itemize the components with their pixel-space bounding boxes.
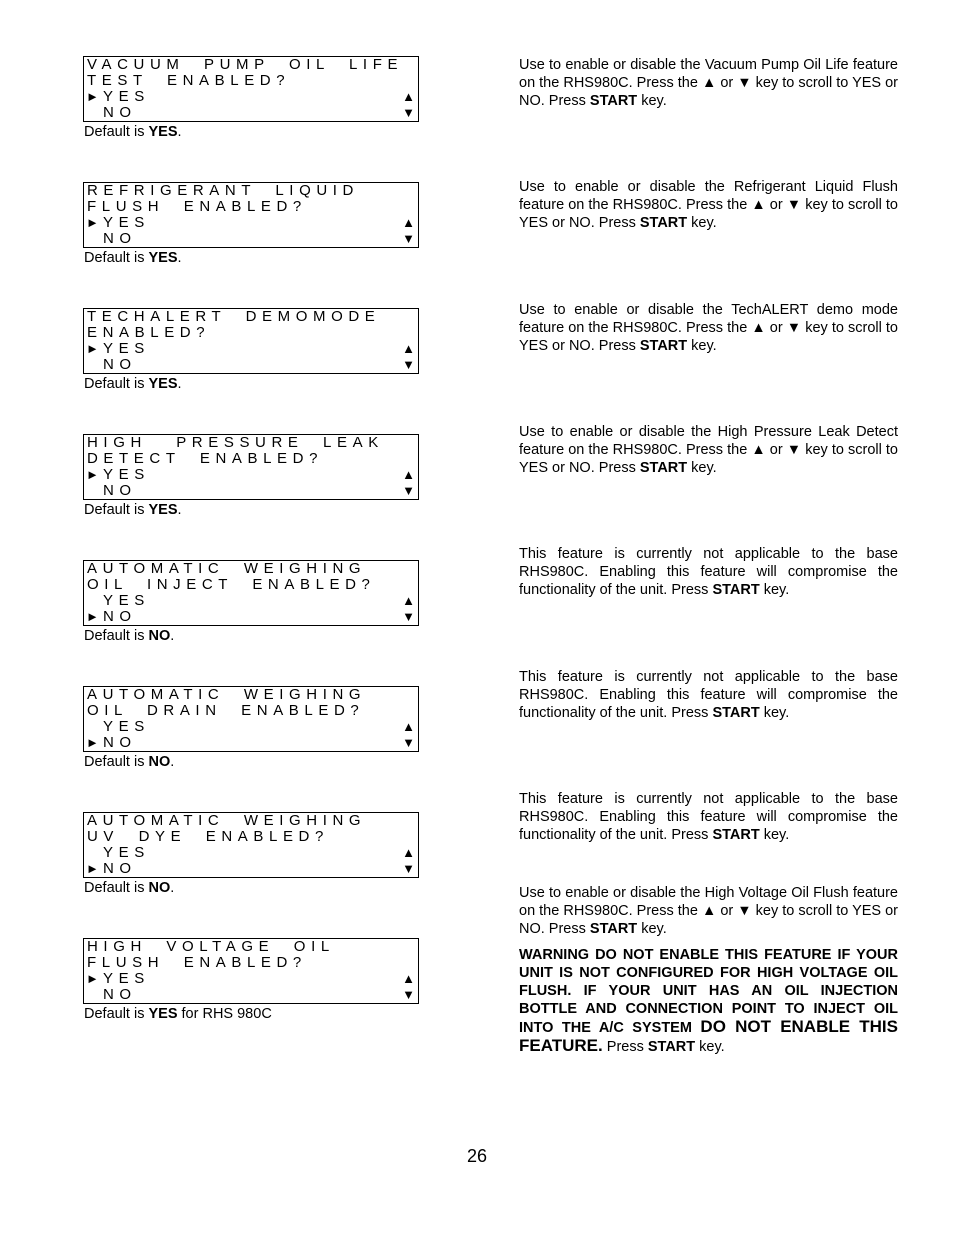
setting-description xyxy=(519,178,898,232)
default-value: NO xyxy=(148,628,171,644)
selection-pointer-icon: ► xyxy=(86,467,99,482)
option-yes: YES xyxy=(103,340,150,357)
lcd-screen xyxy=(83,686,419,752)
lcd-line-2: TEST ENABLED? xyxy=(87,72,291,89)
down-arrow-icon: ▼ xyxy=(402,861,415,876)
default-note xyxy=(84,501,182,519)
default-suffix: . xyxy=(170,880,175,896)
setting-description xyxy=(519,423,898,477)
desc-text: Use to enable or disable the High Pressure Leak Detect feature on the RHS980C. Press the ▲ or ▼ key to scroll to YES or NO. Press xyxy=(519,424,898,476)
lcd-line-1: HIGH PRESSURE LEAK xyxy=(87,434,384,451)
default-value: NO xyxy=(148,880,171,896)
setting-description xyxy=(519,545,898,599)
down-arrow-icon: ▼ xyxy=(402,357,415,372)
lcd-line-2: DETECT ENABLED? xyxy=(87,450,324,467)
up-arrow-icon: ▲ xyxy=(402,593,415,608)
down-arrow-icon: ▼ xyxy=(402,105,415,120)
option-no: NO xyxy=(103,986,137,1003)
warning-emphasis: DO NOT ENABLE THIS FEATURE. xyxy=(519,1017,898,1055)
selection-pointer-icon: ► xyxy=(86,735,99,750)
up-arrow-icon: ▲ xyxy=(402,89,415,104)
desc-text: This feature is currently not applicable to the base RHS980C. Enabling this feature will compromise the functionality of the unit. Press xyxy=(519,546,898,598)
up-arrow-icon: ▲ xyxy=(402,341,415,356)
default-suffix: . xyxy=(170,628,175,644)
warning-key: START xyxy=(647,1039,696,1055)
lcd-line-1: AUTOMATIC WEIGHING xyxy=(87,686,367,703)
lcd-line-2: UV DYE ENABLED? xyxy=(87,828,329,845)
default-suffix: . xyxy=(177,376,182,392)
desc-tail: key. xyxy=(759,827,790,843)
up-arrow-icon: ▲ xyxy=(402,467,415,482)
option-no: NO xyxy=(103,608,137,625)
option-no: NO xyxy=(103,104,137,121)
lcd-line-2: OIL INJECT ENABLED? xyxy=(87,576,376,593)
desc-text: Use to enable or disable the Refrigerant Liquid Flush feature on the RHS980C. Press the ▲ or ▼ key to scroll to YES or NO. Press xyxy=(519,179,898,231)
desc-tail: key. xyxy=(687,460,717,476)
option-no: NO xyxy=(103,356,137,373)
selection-pointer-icon: ► xyxy=(86,609,99,624)
warning-tail-end: key. xyxy=(695,1039,725,1055)
default-note xyxy=(84,1005,272,1023)
desc-text: This feature is currently not applicable to the base RHS980C. Enabling this feature will compromise the functionality of the unit. Press xyxy=(519,669,898,721)
setting-description xyxy=(519,301,898,355)
up-arrow-icon: ▲ xyxy=(402,215,415,230)
lcd-screen xyxy=(83,56,419,122)
lcd-line-1: TECHALERT DEMOMODE xyxy=(87,308,381,325)
down-arrow-icon: ▼ xyxy=(402,483,415,498)
default-prefix: Default is xyxy=(84,124,149,140)
default-prefix: Default is xyxy=(84,502,149,518)
default-value: YES xyxy=(148,502,178,518)
lcd-screen xyxy=(83,434,419,500)
desc-key: START xyxy=(639,215,688,231)
desc-key: START xyxy=(639,460,688,476)
lcd-screen xyxy=(83,308,419,374)
default-prefix: Default is xyxy=(84,754,149,770)
warning-text: WARNING DO NOT ENABLE THIS FEATURE IF YOUR UNIT IS NOT CONFIGURED FOR HIGH VOLTAGE OIL FLUSH. IF YOUR UNIT HAS AN OIL INJECTION BOTTLE AND CONNECTION POINT TO INJECT OIL INTO THE A/C SYSTEM xyxy=(519,947,898,1036)
desc-key: START xyxy=(712,582,760,598)
default-suffix: . xyxy=(177,502,182,518)
lcd-screen xyxy=(83,812,419,878)
down-arrow-icon: ▼ xyxy=(402,231,415,246)
lcd-line-1: HIGH VOLTAGE OIL xyxy=(87,938,335,955)
lcd-line-2: FLUSH ENABLED? xyxy=(87,954,307,971)
desc-text: Use to enable or disable the TechALERT demo mode feature on the RHS980C. Press the ▲ or ▼ key to scroll to YES or NO. Press xyxy=(519,302,898,354)
setting-description xyxy=(519,790,898,844)
lcd-line-1: AUTOMATIC WEIGHING xyxy=(87,812,367,829)
default-suffix: . xyxy=(170,754,175,770)
desc-text: Use to enable or disable the Vacuum Pump Oil Life feature on the RHS980C. Press the ▲ or ▼ key to scroll to YES or NO. Press xyxy=(519,57,899,109)
desc-text: Use to enable or disable the High Voltage Oil Flush feature on the RHS980C. Press the ▲ or ▼ key to scroll to YES or NO. Press xyxy=(519,885,899,937)
selection-pointer-icon: ► xyxy=(86,341,99,356)
warning-tail: Press xyxy=(602,1039,648,1055)
default-note xyxy=(84,753,174,771)
desc-key: START xyxy=(712,827,760,843)
default-value: NO xyxy=(148,754,171,770)
lcd-line-2: OIL DRAIN ENABLED? xyxy=(87,702,365,719)
desc-tail: key. xyxy=(759,705,790,721)
lcd-line-2: FLUSH ENABLED? xyxy=(87,198,307,215)
default-value: YES xyxy=(148,250,178,266)
default-suffix: for RHS 980C xyxy=(177,1006,272,1022)
desc-text: This feature is currently not applicable to the base RHS980C. Enabling this feature will compromise the functionality of the unit. Press xyxy=(519,791,898,843)
desc-key: START xyxy=(589,93,638,109)
down-arrow-icon: ▼ xyxy=(402,735,415,750)
desc-tail: key. xyxy=(637,921,667,937)
high-voltage-warning xyxy=(519,946,898,1056)
lcd-screen xyxy=(83,182,419,248)
default-note xyxy=(84,375,182,393)
default-prefix: Default is xyxy=(84,376,149,392)
down-arrow-icon: ▼ xyxy=(402,609,415,624)
option-no: NO xyxy=(103,734,137,751)
setting-description xyxy=(519,56,898,110)
setting-description xyxy=(519,884,898,938)
desc-key: START xyxy=(639,338,688,354)
up-arrow-icon: ▲ xyxy=(402,845,415,860)
option-yes: YES xyxy=(103,592,150,609)
default-value: YES xyxy=(148,1006,178,1022)
setting-description xyxy=(519,668,898,722)
default-prefix: Default is xyxy=(84,1006,149,1022)
selection-pointer-icon: ► xyxy=(86,89,99,104)
down-arrow-icon: ▼ xyxy=(402,987,415,1002)
lcd-line-2: ENABLED? xyxy=(87,324,211,341)
option-no: NO xyxy=(103,230,137,247)
option-no: NO xyxy=(103,860,137,877)
default-value: YES xyxy=(148,376,178,392)
default-prefix: Default is xyxy=(84,628,149,644)
desc-key: START xyxy=(712,705,760,721)
desc-tail: key. xyxy=(637,93,667,109)
default-suffix: . xyxy=(177,124,182,140)
selection-pointer-icon: ► xyxy=(86,971,99,986)
desc-tail: key. xyxy=(687,338,717,354)
option-yes: YES xyxy=(103,844,150,861)
option-yes: YES xyxy=(103,466,150,483)
default-suffix: . xyxy=(177,250,182,266)
lcd-line-1: REFRIGERANT LIQUID xyxy=(87,182,359,199)
default-prefix: Default is xyxy=(84,250,149,266)
lcd-line-1: AUTOMATIC WEIGHING xyxy=(87,560,367,577)
selection-pointer-icon: ► xyxy=(86,215,99,230)
default-note xyxy=(84,879,174,897)
default-prefix: Default is xyxy=(84,880,149,896)
option-yes: YES xyxy=(103,718,150,735)
up-arrow-icon: ▲ xyxy=(402,719,415,734)
lcd-line-1: VACUUM PUMP OIL LIFE xyxy=(87,56,404,73)
default-value: YES xyxy=(148,124,178,140)
default-note xyxy=(84,123,182,141)
option-no: NO xyxy=(103,482,137,499)
desc-tail: key. xyxy=(759,582,790,598)
option-yes: YES xyxy=(103,214,150,231)
up-arrow-icon: ▲ xyxy=(402,971,415,986)
selection-pointer-icon: ► xyxy=(86,861,99,876)
default-note xyxy=(84,627,174,645)
option-yes: YES xyxy=(103,970,150,987)
lcd-screen xyxy=(83,560,419,626)
option-yes: YES xyxy=(103,88,150,105)
default-note xyxy=(84,249,182,267)
desc-tail: key. xyxy=(687,215,717,231)
lcd-screen xyxy=(83,938,419,1004)
page-number: 26 xyxy=(466,1146,488,1166)
desc-key: START xyxy=(589,921,638,937)
